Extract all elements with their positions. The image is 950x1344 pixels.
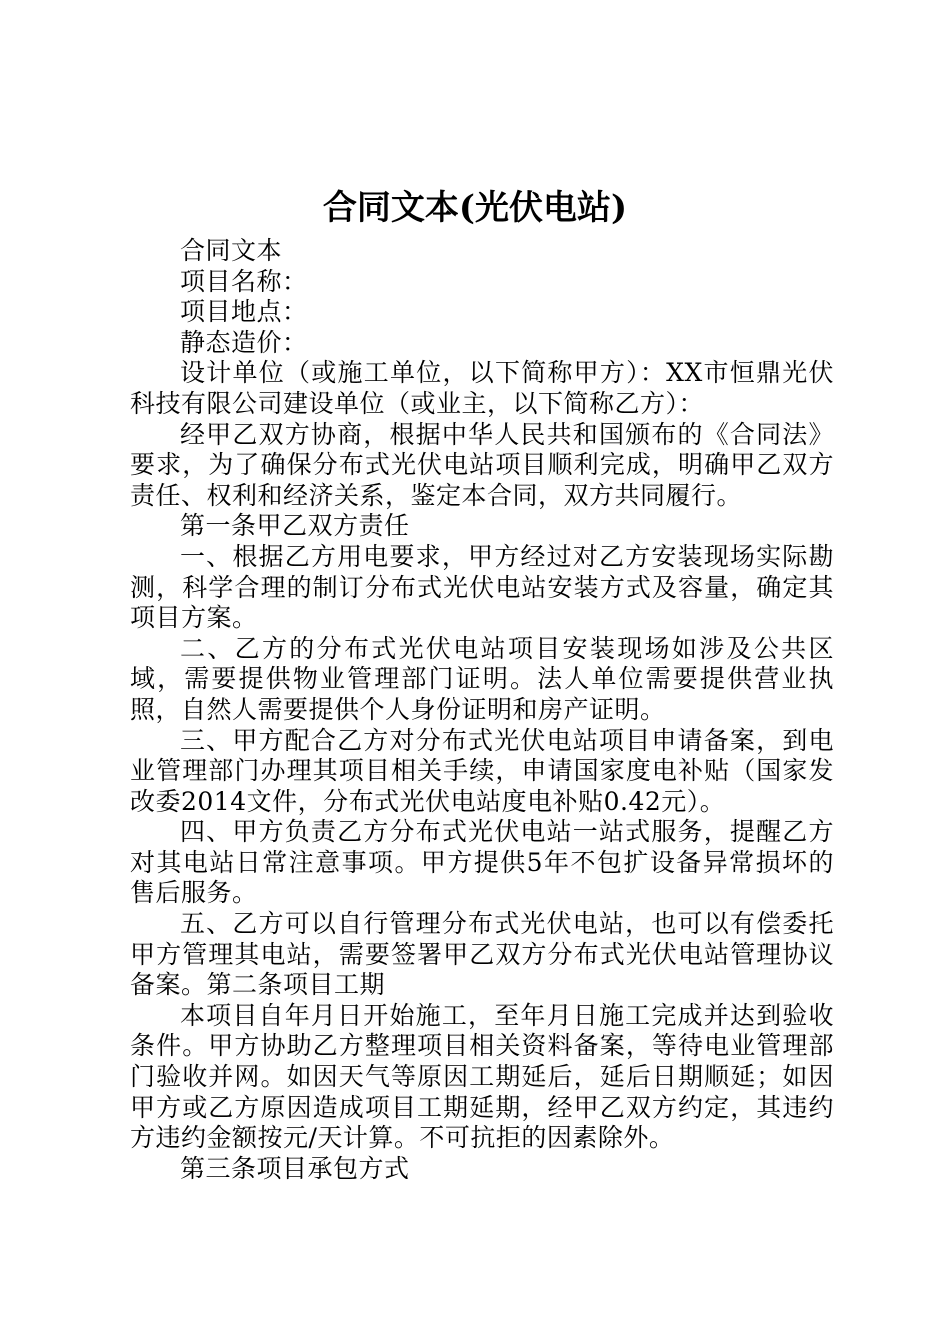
paragraph-parties: 设计单位（或施工单位，以下简称甲方）：XX市恒鼎光伏科技有限公司建设单位（或业主，以下简称乙方）： (130, 358, 834, 418)
paragraph-static-cost: 静态造价： (180, 327, 308, 357)
paragraph-preamble: 经甲乙双方协商，根据中华人民共和国颁布的《合同法》要求，为了确保分布式光伏电站项目顺利完成，明确甲乙双方责任、权利和经济关系，鉴定本合同，双方共同履行。 (130, 419, 834, 510)
paragraph-article-1-heading: 第一条甲乙双方责任 (180, 511, 410, 541)
document-title: 合同文本(光伏电站) (322, 188, 628, 228)
paragraph-clause-3: 三、甲方配合乙方对分布式光伏电站项目申请备案，到电业管理部门办理其项目相关手续，申请国家度电补贴（国家发改委2014文件，分布式光伏电站度电补贴0.42元）。 (130, 725, 834, 816)
paragraph-article-3-heading: 第三条项目承包方式 (180, 1153, 410, 1183)
paragraph-clause-5: 五、乙方可以自行管理分布式光伏电站，也可以有偿委托甲方管理其电站，需要签署甲乙双方分布式光伏电站管理协议备案。第二条项目工期 (130, 909, 834, 1000)
document-body (130, 236, 834, 1184)
paragraph-clause-1: 一、根据乙方用电要求，甲方经过对乙方安装现场实际勘测，科学合理的制订分布式光伏电站安装方式及容量，确定其项目方案。 (130, 541, 834, 633)
paragraph-clause-2: 二、乙方的分布式光伏电站项目安装现场如涉及公共区域，需要提供物业管理部门证明。法人单位需要提供营业执照，自然人需要提供个人身份证明和房产证明。 (130, 633, 834, 724)
paragraph-schedule: 本项目自年月日开始施工，至年月日施工完成并达到验收条件。甲方协助乙方整理项目相关资料备案，等待电业管理部门验收并网。如因天气等原因工期延后，延后日期顺延；如因甲方或乙方原因造成项目工期延期，经甲乙双方约定，其违约方违约金额按元/天计算。不可抗拒的因素除外。 (130, 1000, 834, 1153)
paragraph-clause-4: 四、甲方负责乙方分布式光伏电站一站式服务，提醒乙方对其电站日常注意事项。甲方提供5年不包扩设备异常损坏的售后服务。 (130, 817, 834, 908)
paragraph-contract-text: 合同文本 (180, 236, 283, 265)
paragraph-project-name: 项目名称： (180, 266, 308, 296)
paragraph-project-location: 项目地点： (180, 297, 308, 327)
